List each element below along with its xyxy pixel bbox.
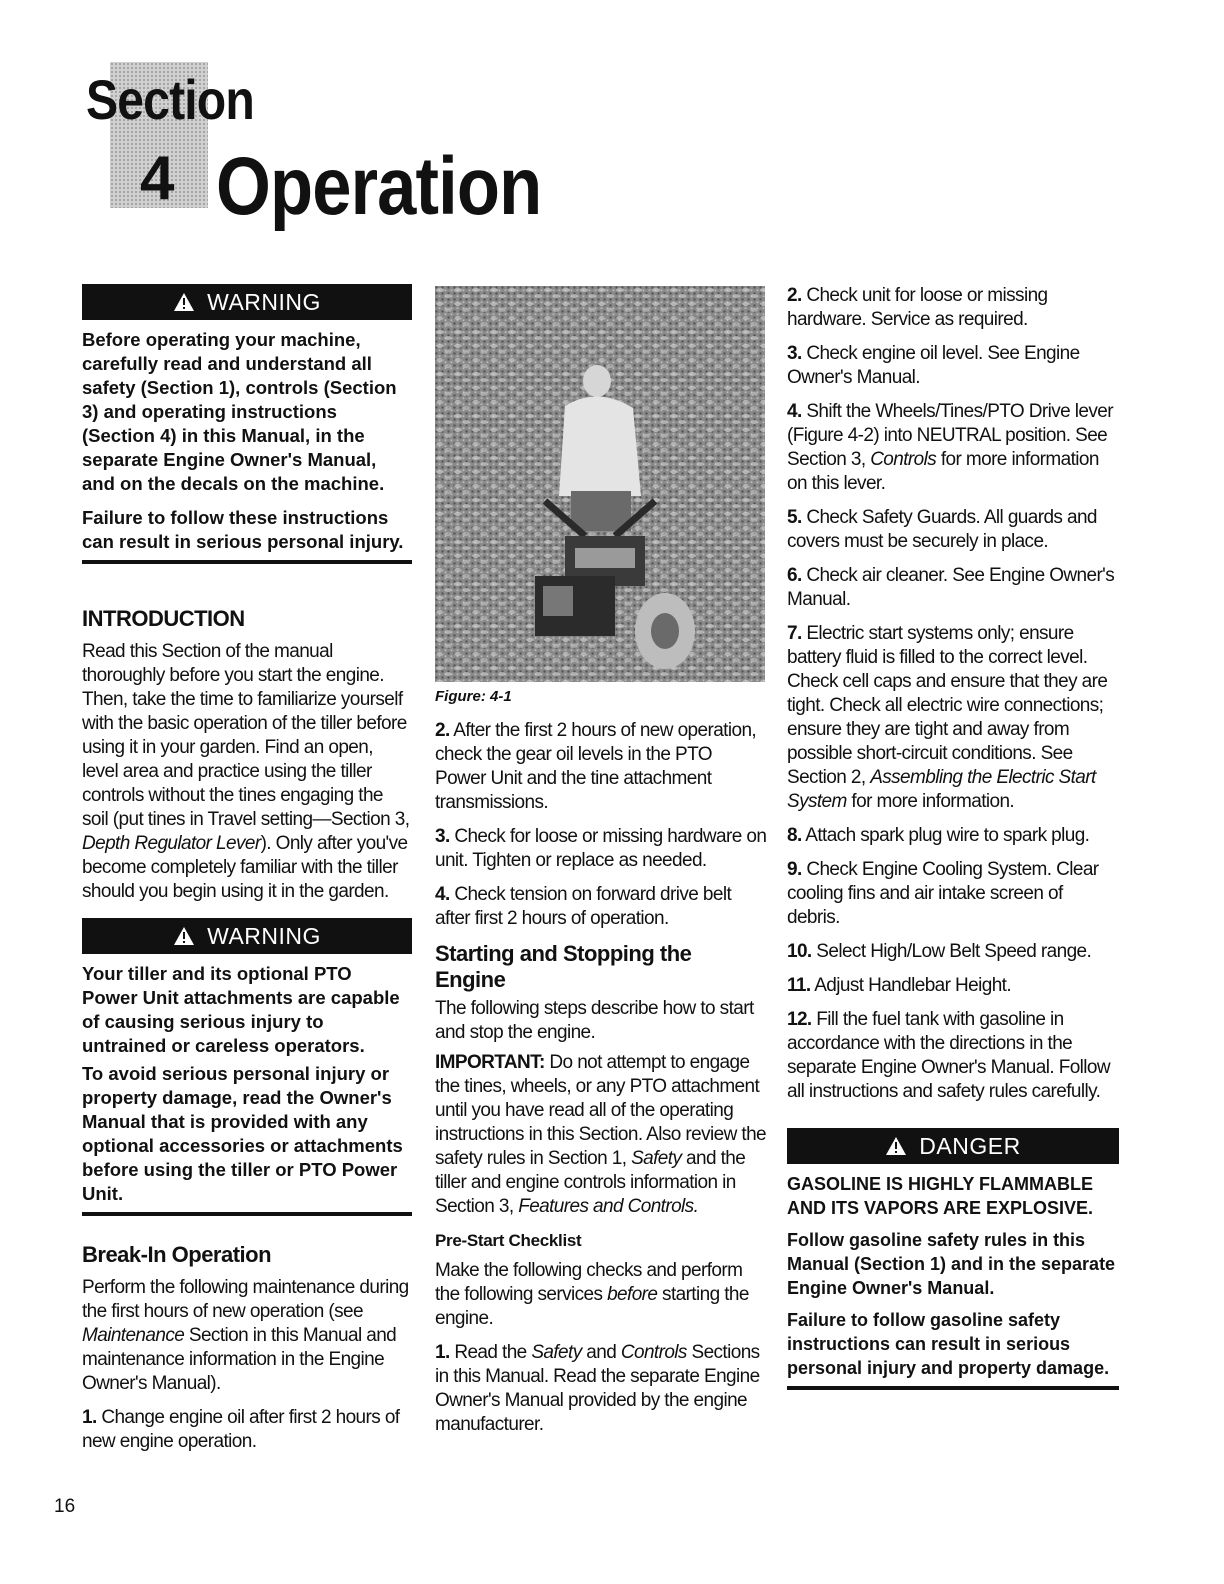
list-text: Check Safety Guards. All guards and covers must be securely in place. [787,507,1097,552]
list-item [787,506,1119,554]
column-left [82,284,412,1464]
list-item [787,858,1119,930]
list-text: for more information on this lever. [787,449,1099,494]
list-text: Select High/Low Belt Speed range. [811,941,1092,962]
list-text: Check for loose or missing hardware on unit. Tighten or replace as needed. [435,826,767,871]
warning-label: WARNING [207,922,321,949]
starting-intro: The following steps describe how to start and stop the engine. [435,998,754,1043]
breakin-text-italic: Maintenance [82,1325,185,1346]
page-number: 16 [54,1496,76,1517]
list-text: and [581,1342,621,1363]
prestart-text-a: Make the following checks and perform the following services [435,1260,743,1305]
danger-label: DANGER [919,1132,1021,1159]
list-item [435,1341,767,1437]
list-number: 2. [787,285,802,306]
list-text: Change engine oil after first 2 hours of new engine operation. [82,1407,400,1452]
list-text: Check unit for loose or missing hardware. Service as required. [787,285,1048,330]
subsection-heading: Pre-Start Checklist [435,1231,582,1250]
list-number: 1. [82,1407,97,1428]
breakin-text-b: Section in this Manual and maintenance information in the Engine Owner's Manual). [82,1325,397,1394]
prestart-italic: before [607,1284,658,1305]
list-number: 12. [787,1009,812,1030]
intro-text-italic: Depth Regulator Lever [82,833,261,854]
column-right [787,284,1119,1390]
list-text: After the first 2 hours of new operation, check the gear oil levels in the PTO Power Unit and the tine attachment transmissions. [435,720,757,813]
warning-label: WARNING [207,288,321,315]
list-item [82,1406,412,1454]
danger-instruction: Follow gasoline safety rules in this Manual (Section 1) and in the separate Engine Owner's Manual. [787,1230,1116,1298]
list-number: 4. [787,401,802,422]
tiller-photo [435,286,765,682]
list-item [787,940,1119,964]
section-heading: Break-In Operation [82,1242,272,1267]
prestart-text-b: starting the engine. [435,1284,749,1329]
intro-paragraph [82,640,412,904]
warning-text: Your tiller and its optional PTO Power Unit attachments are capable of causing serious injury to untrained or careless operators. [82,963,400,1056]
list-item [435,883,767,931]
list-text: Attach spark plug wire to spark plug. [801,825,1090,846]
list-item [787,974,1119,998]
list-italic: Safety [531,1342,582,1363]
list-number: 3. [787,343,802,364]
divider [82,1212,412,1216]
list-item [787,284,1119,332]
page-title: Operation [216,141,542,232]
list-item [787,1008,1119,1104]
section-number: 4 [140,144,175,213]
list-item [787,342,1119,390]
list-number: 8. [787,825,802,846]
list-item [435,719,767,815]
list-number: 2. [435,720,450,741]
breakin-paragraph [82,1276,412,1396]
list-text: Check air cleaner. See Engine Owner's Manual. [787,565,1115,610]
important-text-b: and the tiller and engine controls information in Section 3, [435,1148,746,1217]
list-item [787,400,1119,496]
list-item [787,824,1119,848]
list-text: Sections in this Manual. Read the separate Engine Owner's Manual provided by the engine manufacturer. [435,1342,760,1435]
list-number: 6. [787,565,802,586]
list-text: Check engine oil level. See Engine Owner's Manual. [787,343,1080,388]
danger-consequence: Failure to follow gasoline safety instructions can result in serious personal injury and property damage. [787,1310,1110,1378]
list-number: 11. [787,975,811,996]
intro-text-b: ). Only after you've become completely familiar with the tiller should you begin using it in the garden. [82,833,408,902]
list-text: Check Engine Cooling System. Clear cooling fins and air intake screen of debris. [787,859,1099,928]
important-italic-2: Features and Controls. [518,1196,699,1217]
list-number: 9. [787,859,802,880]
list-item [787,622,1119,814]
warning-text: Before operating your machine, carefully read and understand all safety (Section 1), controls (Section 3) and operating instructions (Section 4) in this Manual, in the separate Engine Owner's Manual, and on the decals on the machine. [82,329,397,494]
section-label: Section [86,68,254,131]
important-text-a: Do not attempt to engage the tines, wheels, or any PTO attachment until you have read all of the operating instructions in this Section. Also review the safety rules in Section 1, [435,1052,767,1169]
divider [787,1386,1119,1390]
list-italic: Controls [620,1342,687,1363]
list-text: Shift the Wheels/Tines/PTO Drive lever (Figure 4-2) into NEUTRAL position. See Section 3, [787,401,1113,470]
intro-text-a: Read this Section of the manual thoroughly before you start the engine. Then, take the time to familiarize yourself with the basic operation of the tiller before using it in your garden. Find an open, level area and practice using the tiller controls without the tines engaging the soil (put tines in Travel setting—Section 3, [82,641,410,830]
list-text: Fill the fuel tank with gasoline in accordance with the directions in the separate Engine Owner's Manual. Follow all instructions and safety rules carefully. [787,1009,1111,1102]
prestart-paragraph [435,1259,767,1331]
list-italic: Assembling the Electric Start System [787,767,1096,812]
list-number: 7. [787,623,802,644]
section-heading: INTRODUCTION [82,606,245,631]
important-label: IMPORTANT: [435,1052,545,1073]
danger-text: GASOLINE IS HIGHLY FLAMMABLE AND ITS VAPORS ARE EXPLOSIVE. [787,1174,1094,1218]
list-item [435,825,767,873]
warning-banner [82,284,412,320]
divider [82,560,412,564]
list-number: 1. [435,1342,450,1363]
warning-consequence: Failure to follow these instructions can result in serious personal injury. [82,507,404,552]
danger-banner [787,1128,1119,1164]
list-text: Read the [449,1342,532,1363]
list-number: 3. [435,826,450,847]
list-text: Adjust Handlebar Height. [810,975,1012,996]
list-number: 10. [787,941,812,962]
warning-banner [82,918,412,954]
warning-triangle-icon [173,292,195,312]
warning-instruction: To avoid serious personal injury or property damage, read the Owner's Manual that is provided with any optional accessories or attachments before using the tiller or PTO Power Unit. [82,1063,403,1204]
list-number: 5. [787,507,802,528]
list-text: Electric start systems only; ensure battery fluid is filled to the correct level. Check cell caps and ensure that they are tight. Check all electric wire connections; ensure they are tight and away from possible short-circuit conditions. See Section 2, [787,623,1108,788]
important-italic-1: Safety [631,1148,682,1169]
list-item [787,564,1119,612]
section-heading: Starting and Stopping the Engine [435,941,692,992]
list-text: Check tension on forward drive belt after first 2 hours of operation. [435,884,732,929]
warning-triangle-icon [885,1136,907,1156]
list-text: for more information. [846,791,1015,812]
column-middle [435,286,767,1447]
figure-caption: Figure: 4-1 [435,688,512,705]
list-number: 4. [435,884,450,905]
list-italic: Controls [870,449,937,470]
warning-triangle-icon [173,926,195,946]
important-paragraph [435,1051,767,1219]
breakin-text-a: Perform the following maintenance during the first hours of new operation (see [82,1277,409,1322]
